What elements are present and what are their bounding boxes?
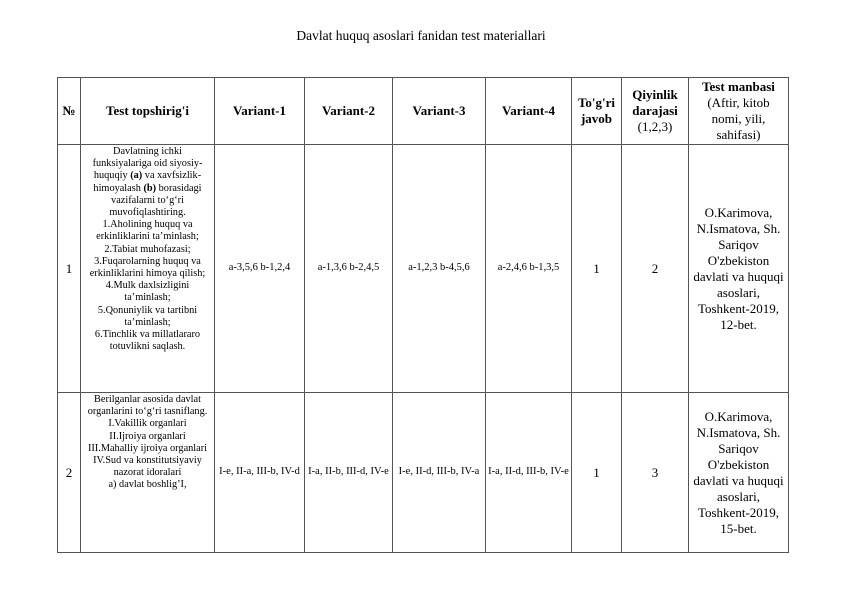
source-cell: O.Karimova, N.Ismatova, Sh. Sariqov O'zbekiston davlati va huquqi asoslari, Toshkent-2019, 12-bet.	[689, 145, 789, 393]
difficulty-cell: 3	[622, 393, 689, 553]
header-variant-3: Variant-3	[393, 78, 486, 145]
header-correct-line1: To'g'ri	[577, 95, 616, 110]
header-row	[58, 78, 789, 145]
header-task: Test topshirig'i	[81, 78, 215, 145]
task-cell	[81, 145, 215, 393]
header-variant-2: Variant-2	[305, 78, 393, 145]
task-item: I.Vakillik organlari	[108, 418, 187, 430]
task-item: 5.Qonuniylik va tartibni ta’minlash;	[97, 304, 198, 328]
variant-4-cell: a-2,4,6 b-1,3,5	[486, 145, 572, 393]
document-title: Davlat huquq asoslari fanidan test materiallari	[296, 28, 546, 43]
header-source-line1: Test manbasi	[702, 79, 775, 94]
task-intro	[83, 146, 212, 219]
task-item: 3.Fuqarolarning huquq va erkinliklarini himoya qilish;	[89, 255, 206, 280]
variant-1-cell: I-e, II-a, III-b, IV-d	[215, 393, 305, 553]
variant-2-cell: a-1,3,6 b-2,4,5	[305, 145, 393, 393]
task-intro-part: Davlatning ichki funksiyalariga oid siyosiy-huquqiy	[92, 146, 203, 182]
header-number: №	[58, 78, 81, 145]
task-cell	[81, 393, 215, 553]
header-source	[689, 78, 789, 145]
task-item: a) davlat boshlig’I,	[108, 479, 187, 491]
variant-3-cell: I-e, II-d, III-b, IV-a	[393, 393, 486, 553]
header-variant-4: Variant-4	[486, 78, 572, 145]
header-variant-1: Variant-1	[215, 78, 305, 145]
task-intro: Berilganlar asosida davlat organlarini to‘g‘ri tasniflang.	[87, 394, 208, 418]
correct-answer-cell: 1	[572, 145, 622, 393]
task-item: 1.Aholining huquq va erkinliklarini ta’minlash;	[96, 219, 199, 243]
header-difficulty-line3: (1,2,3)	[637, 119, 673, 134]
difficulty-cell: 2	[622, 145, 689, 393]
header-correct-line2: javob	[580, 111, 613, 126]
task-item: II.Ijroiya organlari	[109, 430, 186, 442]
task-marker-b: (b)	[143, 182, 157, 194]
source-cell: O.Karimova, N.Ismatova, Sh. Sariqov O'zbekiston davlati va huquqi asoslari, Toshkent-2019, 15-bet.	[689, 393, 789, 553]
task-item: 6.Tinchlik va millatlararo totuvlikni saqlash.	[94, 329, 201, 353]
correct-answer-cell: 1	[572, 393, 622, 553]
row-number: 1	[58, 145, 81, 393]
variant-1-cell: a-3,5,6 b-1,2,4	[215, 145, 305, 393]
header-source-line2: (Aftir, kitob nomi, yili, sahifasi)	[707, 95, 770, 142]
header-difficulty	[622, 78, 689, 145]
test-materials-table	[57, 77, 789, 553]
header-correct-answer	[572, 78, 622, 145]
task-item: 4.Mulk daxlsizligini ta’minlash;	[105, 280, 190, 304]
table-row	[58, 145, 789, 393]
task-intro-part: va xavfsizlik-himoyalash	[93, 170, 202, 194]
task-intro-part: borasidagi vazifalarni to‘g‘ri muvofiqlashtiring.	[109, 182, 202, 219]
task-item: III.Mahalliy ijroiya organlari	[87, 442, 208, 454]
variant-4-cell: I-a, II-d, III-b, IV-e	[486, 393, 572, 553]
variant-3-cell: a-1,2,3 b-4,5,6	[393, 145, 486, 393]
task-item: IV.Sud va konstitutsiyaviy nazorat idoralari	[93, 455, 202, 479]
header-difficulty-line2: darajasi	[632, 103, 678, 118]
row-number: 2	[58, 393, 81, 553]
table-row	[58, 393, 789, 553]
task-item: 2.Tabiat muhofazasi;	[104, 243, 191, 255]
variant-2-cell: I-a, II-b, III-d, IV-e	[305, 393, 393, 553]
header-difficulty-line1: Qiyinlik	[632, 87, 678, 102]
task-marker-a: (a)	[130, 170, 143, 182]
